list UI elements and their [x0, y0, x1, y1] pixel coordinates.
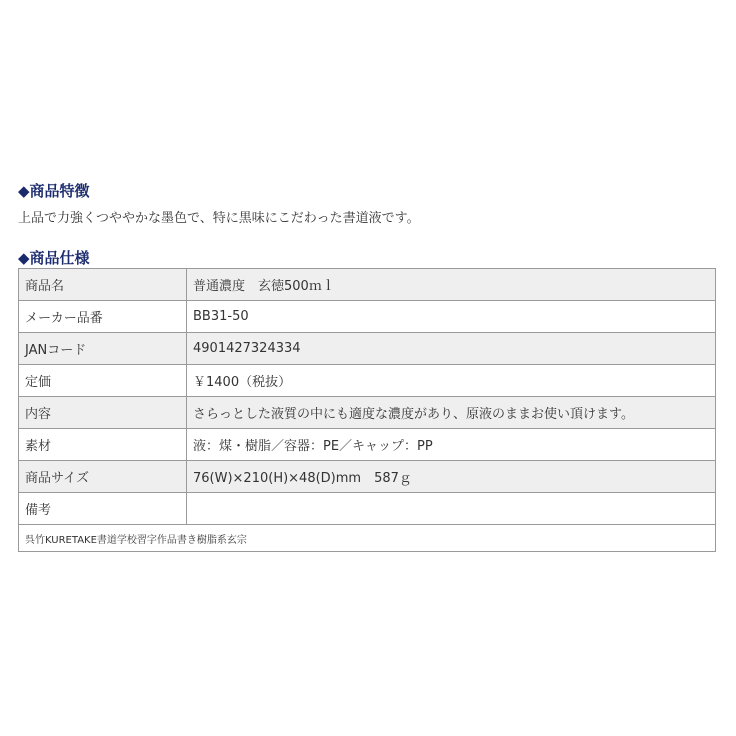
- spec-footer-keywords: 呉竹KURETAKE書道学校習字作品書き樹脂系玄宗: [19, 525, 716, 552]
- spec-value: [187, 493, 716, 525]
- spec-label: 素材: [19, 429, 187, 461]
- spec-row-material: [19, 429, 716, 461]
- spec-row-maker-number: [19, 301, 716, 333]
- spec-value: BB31-50: [187, 301, 716, 333]
- product-description: 上品で力強くつややかな墨色で、特に黒味にこだわった書道液です。: [18, 211, 420, 226]
- spec-label: 商品サイズ: [19, 461, 187, 493]
- product-spec-heading: ◆商品仕様: [18, 249, 90, 267]
- spec-row-price: [19, 365, 716, 397]
- spec-label: 備考: [19, 493, 187, 525]
- spec-value: 普通濃度 玄徳500ｍｌ: [187, 269, 716, 301]
- spec-row-size: [19, 461, 716, 493]
- spec-value: ￥1400（税抜）: [187, 365, 716, 397]
- spec-value: 4901427324334: [187, 333, 716, 365]
- spec-row-contents: [19, 397, 716, 429]
- spec-value: 76(W)×210(H)×48(D)mm 587ｇ: [187, 461, 716, 493]
- spec-row-jan-code: [19, 333, 716, 365]
- spec-label: JANコード: [19, 333, 187, 365]
- spec-footer-row: [19, 525, 716, 552]
- product-features-heading: ◆商品特徴: [18, 182, 90, 200]
- spec-value: 液：煤・樹脂／容器：PE／キャップ：PP: [187, 429, 716, 461]
- spec-table: [18, 268, 716, 552]
- spec-value: さらっとした液質の中にも適度な濃度があり、原液のままお使い頂けます。: [187, 397, 716, 429]
- spec-label: 商品名: [19, 269, 187, 301]
- spec-label: 内容: [19, 397, 187, 429]
- spec-label: 定価: [19, 365, 187, 397]
- spec-row-product-name: [19, 269, 716, 301]
- spec-row-remarks: [19, 493, 716, 525]
- spec-label: メーカー品番: [19, 301, 187, 333]
